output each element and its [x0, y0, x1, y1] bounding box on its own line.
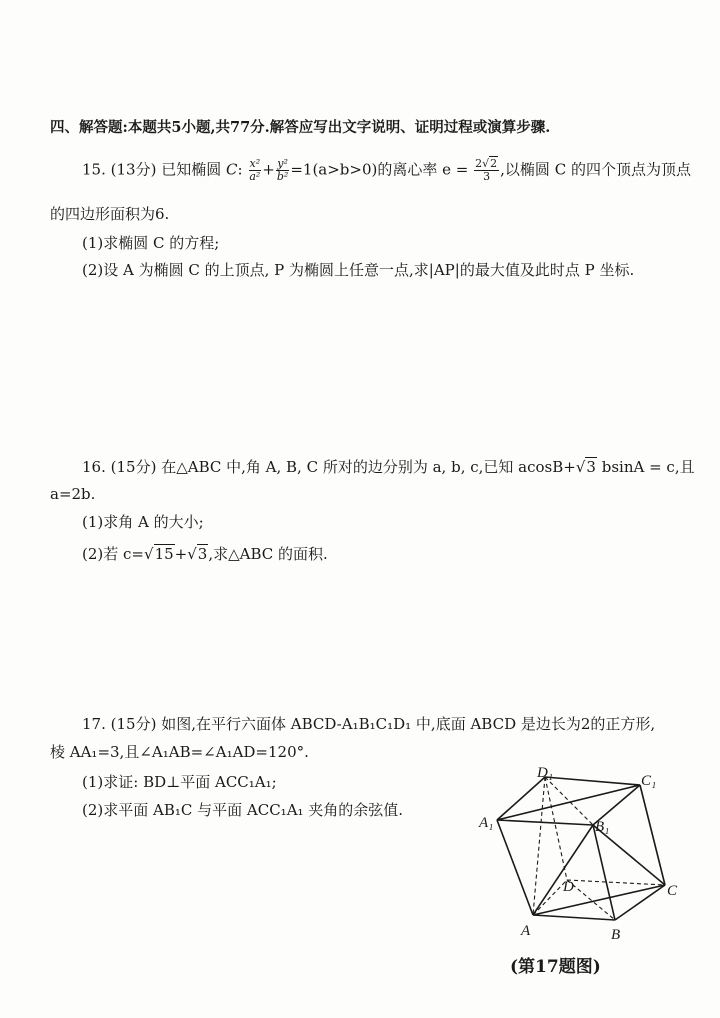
label-B1: B₁ [595, 819, 610, 835]
q15-e-num-coef: 2 [475, 157, 483, 170]
q15-frac-x2: x² [249, 157, 261, 170]
q15-fraction-x [248, 158, 261, 183]
q15-part2: (2)设 A 为椭圆 C 的上顶点, P 为椭圆上任意一点,求|AP|的最大值及此时点 P 坐标. [82, 261, 635, 279]
q16-sqrt3b: 3 [197, 545, 208, 563]
q15-frac-a2: a² [249, 170, 261, 183]
label-D: D [563, 879, 574, 895]
line-D1-A-hidden [533, 777, 545, 915]
q17-part1: (1)求证: BD⊥平面 ACC₁A₁; [82, 773, 277, 791]
edge-A-B [533, 915, 615, 920]
label-C: C [667, 883, 678, 899]
q15-text-b: ,以椭圆 C 的四个顶点为顶点 [500, 160, 691, 179]
q17-points: (15分) [110, 715, 157, 733]
q17-line1-text: 如图,在平行六面体 ABCD-A₁B₁C₁D₁ 中,底面 ABCD 是边长为2的正方形, [161, 715, 656, 733]
q16-number: 16. [82, 458, 106, 476]
diag-B1-D1-hidden [545, 777, 593, 825]
label-A: A [521, 923, 531, 939]
q15-e-num: 2√2 [475, 157, 498, 170]
q15-e-den: 3 [483, 170, 491, 183]
edge-A1-A [497, 820, 533, 915]
q17-line2: 棱 AA₁=3,且∠A₁AB=∠A₁AD=120°. [50, 743, 309, 761]
q15-colon: : [237, 160, 243, 179]
q16-part2: (2)若 c=√15+√3,求△ABC 的面积. [82, 545, 328, 563]
q15-eccentricity-fraction [474, 158, 499, 183]
q15-points: (13分) [110, 160, 157, 179]
q15-frac-b2: b² [276, 170, 289, 183]
q16-points: (15分) [110, 458, 157, 476]
q15-number: 15. [82, 160, 106, 179]
q17-line1 [82, 714, 655, 734]
q16-part2-b: ,求△ABC 的面积. [208, 545, 328, 563]
label-B: B [611, 927, 621, 943]
q16-part1: (1)求角 A 的大小; [82, 513, 204, 531]
q15-eq-rest: =1(a>b>0)的离心率 e = [290, 160, 469, 179]
q15-frac-y2: y² [277, 157, 288, 170]
q17-part2: (2)求平面 AB₁C 与平面 ACC₁A₁ 夹角的余弦值. [82, 801, 404, 819]
q15-line2: 的四边形面积为6. [50, 205, 170, 223]
q15-plus: + [262, 160, 275, 179]
edge-B1-B [593, 825, 615, 920]
figure-caption: (第17题图) [510, 957, 601, 977]
edge-D1-C1 [545, 777, 640, 785]
section-heading: 四、解答题:本题共5小题,共77分.解答应写出文字说明、证明过程或演算步骤. [50, 119, 551, 136]
q16-plus: + [174, 545, 188, 563]
edge-D1-D-hidden [545, 777, 567, 880]
label-A1: A₁ [479, 815, 494, 831]
q15-e-num-radicand: 2 [490, 157, 498, 170]
q16-text-b: bsinA = c,且 [601, 458, 695, 476]
q15-text-a: 已知椭圆 [161, 160, 226, 179]
q16-text-a: 在△ABC 中,角 A, B, C 所对的边分别为 a, b, c,已知 acosB+ [161, 458, 576, 476]
edge-C1-C [640, 785, 665, 885]
q16-sqrt3: 3 [586, 458, 596, 476]
edge-A-B1 [533, 825, 593, 915]
q15-part1: (1)求椭圆 C 的方程; [82, 234, 220, 252]
diag-A-C [533, 885, 665, 915]
parallelepiped-figure [475, 765, 695, 950]
q15-line1 [82, 158, 691, 183]
q16-line1: 16. (15分) 在△ABC 中,角 A, B, C 所对的边分别为 a, b, c,已知 acosB+√3 bsinA = c,且 [82, 458, 695, 476]
label-D1: D₁ [537, 765, 554, 781]
q16-line2: a=2b. [50, 485, 96, 503]
edge-A1-B1 [497, 820, 593, 825]
q15-fraction-y [276, 158, 289, 183]
q15-ellipse-label: C [226, 160, 238, 179]
label-C1: C₁ [641, 773, 657, 789]
q17-number: 17. [82, 715, 106, 733]
edge-D-C-hidden [567, 880, 665, 885]
edge-A-D-hidden [533, 880, 567, 915]
q16-sqrt15: 15 [154, 545, 174, 563]
q16-part2-a: (2)若 c= [82, 545, 144, 563]
